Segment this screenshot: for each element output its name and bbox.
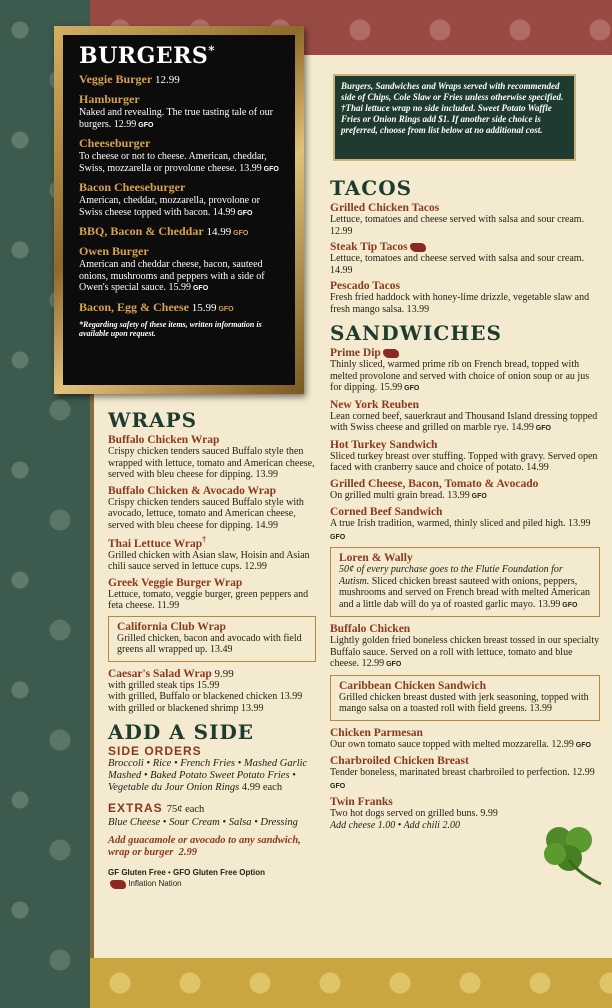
sandwich-desc: A true Irish tradition, warmed, thinly sliced and piled high. 13.99 GFO [330,518,591,541]
sandwich-desc: Lightly golden fried boneless chicken breast tossed in our specialty Buffalo sauce. Served on a roll with lettuce, tomato and blue cheese. 12.99 GFO [330,635,600,669]
burger-name-text: Hamburger [79,92,140,106]
gfo-label: GFO [384,661,402,668]
wrap-desc: Crispy chicken tenders sauced Buffalo style then wrapped with lettuce, tomato and American cheese, served with bleu cheese for dipping. 13.99 [108,446,315,480]
sandwich-name-text: Chicken Parmesan [330,726,423,739]
wrap-item [108,434,316,481]
sandwich-name [330,439,600,451]
wrap-name-text: Buffalo Chicken & Avocado Wrap [108,484,277,497]
left-column [108,408,316,889]
sandwich-name-text: Prime Dip [330,347,381,359]
gfo-label: GFO [469,492,487,500]
taco-desc: Fresh fried haddock with honey-lime drizzle, vegetable slaw and fresh mango salsa. 13.99 [330,292,590,315]
burger-item [79,136,285,175]
wrap-option: with grilled steak tips 15.99 [108,679,220,691]
gfo-label: GFO [235,209,253,217]
burger-name-text: Veggie Burger [79,72,153,86]
wrap-name [117,621,309,633]
burger-name [79,180,285,195]
sandwich-item [330,506,600,543]
sandwich-name [330,623,600,635]
taco-name [330,280,600,292]
burger-name-text: Cheeseburger [79,136,151,150]
burger-name [79,244,285,259]
sandwich-extra: Add cheese 1.00 • Add chili 2.00 [330,819,460,831]
sandwich-name [339,680,593,692]
sandwich-item [330,478,600,503]
sandwich-name-text: Hot Turkey Sandwich [330,438,438,451]
sandwich-name [330,347,600,359]
taco-name [330,202,600,214]
sandwich-desc: 50¢ of every purchase goes to the Flutie Foundation for Autism. Sliced chicken breast sauteed with onions, peppers, mushrooms and served on French bread with melted American and a little dab will do ya of roasted garlic mayo. 13.99 GFO [339,564,591,610]
wrap-desc: Lettuce, tomato, veggie burger, green peppers and feta cheese. 11.99 [108,588,309,612]
sandwich-name-text: New York Reuben [330,398,420,411]
sandwich-name [330,727,600,739]
wrap-desc: Grilled chicken with Asian slaw, Hoisin and Asian chili sauce served in lettuce cups. 12.99 [108,549,310,573]
gfo-label: GFO [560,601,578,609]
sandwich-name-text: Twin Franks [330,796,393,808]
sandwich-name [330,755,600,767]
gfo-label: GFO [191,285,209,292]
burger-name [79,300,285,315]
taco-name-text: Grilled Chicken Tacos [330,202,440,214]
wrap-name [108,577,316,589]
burger-name-text: Bacon Cheeseburger [79,180,186,194]
gfo-label: GFO [533,425,551,432]
sandwich-name-text: Loren & Wally [339,552,413,564]
right-column [330,176,600,835]
sides-notice: Burgers, Sandwiches and Wraps served with recommended side of Chips, Cole Slaw or Fries unless otherwise specified. †Thai lettuce wrap no side included. Sweet Potato Waffle Fries or Onion Rings add $1. If another side choice is preferred, choose from list below at no additional cost. [333,74,576,161]
taco-name-text: Steak Tip Tacos [330,241,408,253]
burger-name-text: Bacon, Egg & Cheese [79,299,189,314]
burger-name [79,72,285,87]
burger-item [79,180,285,219]
wrap-name-text: Thai Lettuce Wrap [108,537,203,550]
guacamole-promo: Add guacamole or avocado to any sandwich, wrap or burger 2.99 [108,835,301,859]
extras-price: 75¢ each [166,804,205,816]
sandwich-item [330,727,600,752]
burger-desc: Naked and revealing. The true tasting tale of our burgers. 12.99 GFO [79,107,273,130]
taco-name [330,241,600,253]
wrap-item [108,668,316,715]
sandwich-item [330,675,600,721]
wrap-item [108,535,316,573]
legend [108,867,316,889]
sandwich-name [330,478,600,490]
burgers-title: BURGERS* [79,43,216,69]
legend-gf: GF Gluten Free • GFO Gluten Free Option [108,868,266,878]
wrap-option: with grilled, Buffalo or blackened chicken 13.99 [108,691,303,703]
burgers-frame [54,26,304,394]
burger-desc: To cheese or not to cheese. American, cheddar, Swiss, mozzarella or provolone cheese. 13.99 GFO [79,151,279,174]
wrap-name-text: California Club Wrap [117,620,226,633]
wrap-option: with grilled or blackened shrimp 13.99 [108,702,264,714]
sandwich-name [330,399,600,411]
taco-desc: Lettuce, tomatoes and cheese served with salsa and sour cream. 14.99 [330,253,585,276]
sandwich-desc: Lean corned beef, sauerkraut and Thousand Island dressing topped with Swiss cheese and grilled on marble rye. 14.99 GFO [330,410,598,433]
shamrock-icon [535,820,605,890]
taco-item [330,241,600,276]
burger-item [79,300,285,315]
sandwich-name-text: Charbroiled Chicken Breast [330,755,469,767]
taco-name-text: Pescado Tacos [330,280,400,292]
wrap-desc: Grilled chicken, bacon and avocado with field greens all wrapped up. 13.49 [117,632,302,656]
wrap-price: 9.99 [211,667,234,680]
gfo-label: GFO [136,121,154,129]
wrap-name [108,668,316,680]
wrap-item [108,485,316,532]
sandwich-item [330,755,600,792]
sandwich-name [330,506,600,518]
legend-nation: Inflation Nation [108,878,316,889]
gfo-label: GFO [231,230,249,237]
sandwiches-title: SANDWICHES [330,321,502,345]
burger-name-text: BBQ, Bacon & Cheddar [79,224,204,238]
wrap-name [108,434,316,446]
sandwich-name [339,552,593,564]
sandwich-desc: Our own tomato sauce topped with melted mozzarella. 12.99 GFO [330,738,591,750]
side-orders-heading: SIDE ORDERS [108,744,202,759]
burger-name-text: Owen Burger [79,244,149,258]
wrap-name-text: Buffalo Chicken Wrap [108,434,220,446]
wrap-name-text: Greek Veggie Burger Wrap [108,576,243,589]
sandwich-desc: Thinly sliced, warmed prime rib on French bread, topped with melted provolone and served with choice of onion soup or au jus for dipping. 15.99 GFO [330,359,590,393]
usa-map-icon [383,349,399,358]
side-orders-list: Broccoli • Rice • French Fries • Mashed Garlic Mashed • Baked Potato Sweet Potato Fries • Vegetable du Jour Onion Rings 4.99 each [108,758,308,794]
sandwich-name-text: Grilled Cheese, Bacon, Tomato & Avocado [330,477,539,490]
burger-item [79,92,285,131]
burger-desc: American, cheddar, mozzarella, provolone or Swiss cheese topped with bacon. 14.99 GFO [79,195,260,218]
sandwich-desc: Sliced turkey breast over stuffing. Topped with gravy. Served open faced with cranberry sauce and choice of potato. 14.99 [330,450,598,473]
sandwich-item [330,399,600,435]
usa-map-icon [410,243,426,252]
burgers-note: *Regarding safety of these items, written information is available upon request. [79,319,262,338]
taco-desc: Lettuce, tomatoes and cheese served with salsa and sour cream. 12.99 [330,214,585,237]
gfo-label: GFO [330,782,346,790]
sandwich-desc: Grilled chicken breast dusted with jerk seasoning, topped with mango salsa on a toasted roll with field greens. 13.99 [339,691,589,714]
usa-map-icon [110,880,126,889]
extras-block [108,799,316,817]
gfo-label: GFO [216,305,234,313]
burger-item [79,72,285,87]
extras-heading: EXTRAS [108,801,163,816]
burger-name [79,224,285,239]
gfo-label: GFO [573,741,591,749]
burger-item [79,224,285,239]
sandwich-desc: On grilled multi grain bread. 13.99 GFO [330,489,487,501]
sandwich-desc: Tender boneless, marinated breast charbroiled to perfection. 12.99 GFO [330,767,595,790]
sides-title: ADD A SIDE [108,720,255,745]
extras-list: Blue Cheese • Sour Cream • Salsa • Dressing [108,817,298,829]
sandwich-name [330,796,600,808]
tacos-title: TACOS [330,176,413,200]
wrap-item [108,616,316,662]
burger-item [79,244,285,295]
sandwich-item [330,623,600,671]
wrap-name [108,535,316,550]
burgers-board [63,35,295,385]
wraps-title: WRAPS [108,408,198,432]
wrap-name-text: Caesar's Salad Wrap [108,667,212,680]
wrap-item [108,577,316,612]
burger-price: 12.99 [152,74,180,86]
sandwich-item [330,439,600,474]
sandwich-item [330,347,600,395]
taco-item [330,202,600,237]
burger-name [79,136,285,151]
sandwich-name-text: Caribbean Chicken Sandwich [339,679,486,692]
dagger-mark: † [202,535,207,544]
promo-text: 50¢ of every purchase goes to the Flutie Foundation for Autism. [339,564,563,587]
sandwich-item [330,547,600,617]
gfo-label: GFO [261,165,279,173]
sandwich-desc: Two hot dogs served on grilled buns. 9.99 [330,808,498,819]
gfo-label: GFO [402,385,420,392]
wrap-desc: Crispy chicken tenders sauced Buffalo style with avocado, lettuce, tomato and American cheese, served with bleu cheese for dipping. 14.99 [108,496,304,531]
gfo-label: GFO [330,533,346,541]
burger-price: 15.99 [189,301,217,314]
sandwich-name-text: Corned Beef Sandwich [330,506,443,518]
burger-name [79,92,285,107]
taco-item [330,280,600,315]
wrap-name [108,485,316,497]
sandwich-name-text: Buffalo Chicken [330,623,411,635]
burger-desc: American and cheddar cheese, bacon, sauteed onions, mushrooms and peppers with a side of Owen's special sauce. 15.99 GFO [79,259,265,293]
bottom-clover-background [90,958,612,1008]
burger-price: 14.99 [203,226,232,238]
